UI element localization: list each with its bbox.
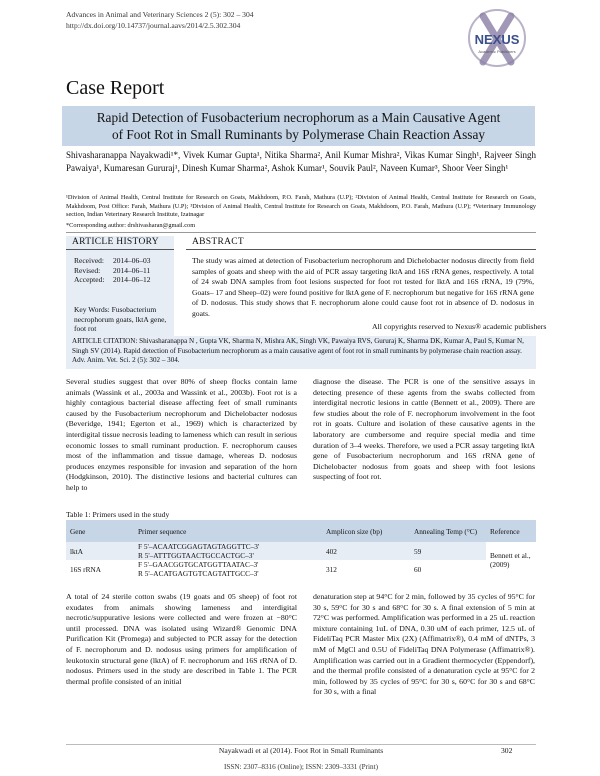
- table-header: Primer sequence: [134, 520, 322, 542]
- corresponding-author: *Corresponding author: drshivasharan@gmail.com: [66, 222, 196, 229]
- revised-date: 2014–06–11: [113, 265, 151, 275]
- gene-cell: lktA: [66, 542, 134, 560]
- table-header: Reference: [486, 520, 536, 542]
- reverse-primer: R 5'–ATTTGGTAACTGCCACTGC–3': [138, 551, 254, 560]
- table-caption: Table 1: Primers used in the study: [66, 510, 170, 519]
- received-date: 2014–06–03: [113, 256, 151, 265]
- body-text-col4: denaturation step at 94°C for 2 min, followed by 35 cycles of 95°C for 30 s, 59°C for 30 s and 68°C for 30 s. A final extension of 5 min at 72°C was performed. Amplification was performed in a 25 uL reaction mixture containing 1uL of DNA, 0.30 uM of each primer, 12.5 uL of FideliTaq PCR Master Mix (2X) (Affimatrix®), 0.4 mM of dNTPs, 3 mM of MgCl and 0.5U of FideliTaq DNA Polymerase (Affimatrix®). Amplification was carried out in a Gradient thermocycler (Eppendorf), and the thermal profile consisted of a denaturation cycle at 95°C for 2 min, followed by 35 cycles of 95°C for 30 s, 60°C for 30 s and 68°C for 30 s, with a final: [313, 592, 535, 697]
- table-row: [66, 542, 536, 560]
- table-header: Annealing Temp (°C): [410, 520, 486, 542]
- temp-cell: 59: [410, 542, 486, 560]
- footer-divider: [66, 744, 536, 745]
- primer-cell: [134, 542, 322, 560]
- logo-subtext: Academic Publishers: [478, 49, 516, 54]
- reverse-primer: R 5'–ACATGAGTGTCAGTATTGCC–3': [138, 569, 259, 578]
- article-history-heading: ARTICLE HISTORY: [72, 237, 159, 247]
- article-type: Case Report: [66, 77, 165, 99]
- accepted-label: Accepted:: [74, 275, 105, 284]
- primer-table: [66, 520, 536, 578]
- title-line-2: of Foot Rot in Small Ruminants by Polymerase Chain Reaction Assay: [111, 127, 486, 142]
- abstract-text: The study was aimed at detection of Fusobacterium necrophorum and Dichelobacter nodosus directly from field samples of goats and sheep with the aid of PCR assay targeting lktA and 16S rRNA genes, respectively. A total of 24 swab DNA samples from foot lesions suspected for foot rot tested for lktA and 16S rRNA, 19 (79%, Goats– 17 and Sheep–02) were found positive for lktA gene of F. necrophorum but negative for 16S rRNA gene of D. nodosus. This study shows that F. necrophorum alone could cause foot rot in absence of D. nodosus in goats.: [192, 256, 534, 318]
- size-cell: 402: [322, 542, 410, 560]
- abstract-heading: ABSTRACT: [192, 237, 245, 247]
- body-text-col1: Several studies suggest that over 80% of sheep flocks contain lame animals (Wassink et al., 2003a and Wassink et al., 2003b). Foot rot is a highly contagious bacterial disease affecting feet of small ruminants caused by the Fusobacterium necrophorum and Dichelobacter nodosus (Beveridge, 1941; Egerton et al., 1969) which is characterized by interdigital tissue necrosis leading to lameness which can result in serious economic losses to small ruminant production. F. necrophorum causes most of the inflammation and tissue damage, whereas D. nodosus produces enzymes responsible for invasion and separation of the horn (Hodgkinson, 2010). The distinctive lesions and bacterial cultures can help to: [66, 377, 297, 492]
- table-row: [66, 560, 536, 578]
- divider: [66, 232, 536, 233]
- body-text-col2: diagnose the disease. The PCR is one of the sensitive assays in detecting presence of these agents from the swabs collected from interdigital necrotic lesions in cattle (Bennett et al., 2009). There are few studies about the role of F. necrophorum involvement in the foot rot in goats. Culture and isolation of these causative agents in the laboratory are cumbersome and require special media and time duration of 3–4 weeks. Therefore, we used a PCR assay targeting lktA gene of Fusobacterium necrophorum and 16S rRNA gene of Dichelobacter nodosus from goats and sheep with foot lesions suspecting of foot rot.: [313, 377, 535, 482]
- issn: ISSN: 2307–8316 (Online); ISSN: 2309–3331 (Print): [224, 763, 378, 771]
- divider: [186, 249, 536, 250]
- article-title: [62, 106, 535, 146]
- journal-name: Advances in Animal and Veterinary Sciences 2 (5): 302 – 304: [66, 10, 254, 19]
- history-dates: [74, 256, 151, 285]
- accepted-date: 2014–06–12: [113, 275, 151, 284]
- forward-primer: F 5'–ACAATCGGAGTAGTAGGTTC–3': [138, 542, 260, 551]
- table-header: Gene: [66, 520, 134, 542]
- journal-header: [66, 9, 254, 31]
- received-label: Received:: [74, 256, 104, 265]
- divider: [66, 249, 174, 250]
- page-number: 302: [501, 746, 513, 755]
- primer-cell: [134, 560, 322, 578]
- forward-primer: F 5'–GAACGGTGCATGGTTAATAC–3': [138, 560, 259, 569]
- doi-link[interactable]: http://dx.doi.org/10.14737/journal.aavs/2014/2.5.302.304: [66, 21, 241, 30]
- article-citation: ARTICLE CITATION: Shivasharanappa N , Gupta VK, Sharma N, Mishra AK, Singh VK, Pawaiya RVS, Gururaj K, Sharma DK, Kumar A, Paul S, Kumar N, Singh SV (2014). Rapid detection of Fusobacterium necrophorum as a main causative agent of foot rot in small ruminants by polymerase chain reaction assay. Adv. Anim. Vet. Sci. 2 (5): 302 – 304.: [72, 337, 524, 365]
- author-list: Shivasharanappa Nayakwadi¹*, Vivek Kumar Gupta¹, Nitika Sharma², Anil Kumar Mishra², Vikas Kumar Singh¹, Rajveer Singh Pawaiya¹, Kumaresan Gururaj¹, Dinesh Kumar Sharma², Ashok Kumar¹, Souvik Paul², Naveen Kumar³, Shoor Veer Singh¹: [66, 150, 536, 173]
- running-footer: Nayakwadi et al (2014). Foot Rot in Small Ruminants: [218, 746, 384, 755]
- size-cell: 312: [326, 564, 337, 574]
- revised-label: Revised:: [74, 265, 101, 275]
- body-text-col3: A total of 24 sterile cotton swabs (19 goats and 05 sheep) of foot rot exudates from animals showing lameness and interdigital necrotic/suppurative lesions were collected and were frozen at −80°C until processed. DNA was isolated using Wizard® Genomic DNA Purification Kit (Promega) and subjected to PCR assay for the detection of F. necrophorum and D. nodosus using primers for amplification of leukotoxin structural gene (lktA) of F. necrophorum and 16S rRNA of D. nodosus. Primers used in the study are described in Table 1. The PCR thermal profile consisted of an initial: [66, 592, 297, 686]
- temp-cell: 60: [414, 564, 422, 574]
- keywords: Key Words: Fusobacterium necrophorum goats, lktA gene, foot rot: [74, 305, 167, 333]
- title-line-1: Rapid Detection of Fusobacterium necrophorum as a Main Causative Agent: [96, 110, 501, 125]
- logo-text: NEXUS: [474, 32, 520, 47]
- copyright-notice: All copyrights reserved to Nexus® academic publishers: [372, 322, 547, 331]
- gene-cell: 16S rRNA: [70, 564, 102, 574]
- affiliations: ¹Division of Animal Health, Central Institute for Research on Goats, Makhdoom, P.O. Farah, Mathura (U.P); ²Division of Animal Health, Central Institute for Research on Goats, Makhdoom, Post Office: Farah, Mathura (U.P); ³Division of Animal Health, Central Institute for Research on Goats, Makhdoom, P.O. Farah, Mathura (U.P); ⁴Veterinary Immunology section, Indian Veterinary Research Institute, Izatnagar: [66, 194, 536, 219]
- nexus-logo: [465, 6, 529, 72]
- reference-cell: Bennett et al., (2009): [486, 542, 536, 578]
- table-header: Amplicon size (bp): [322, 520, 410, 542]
